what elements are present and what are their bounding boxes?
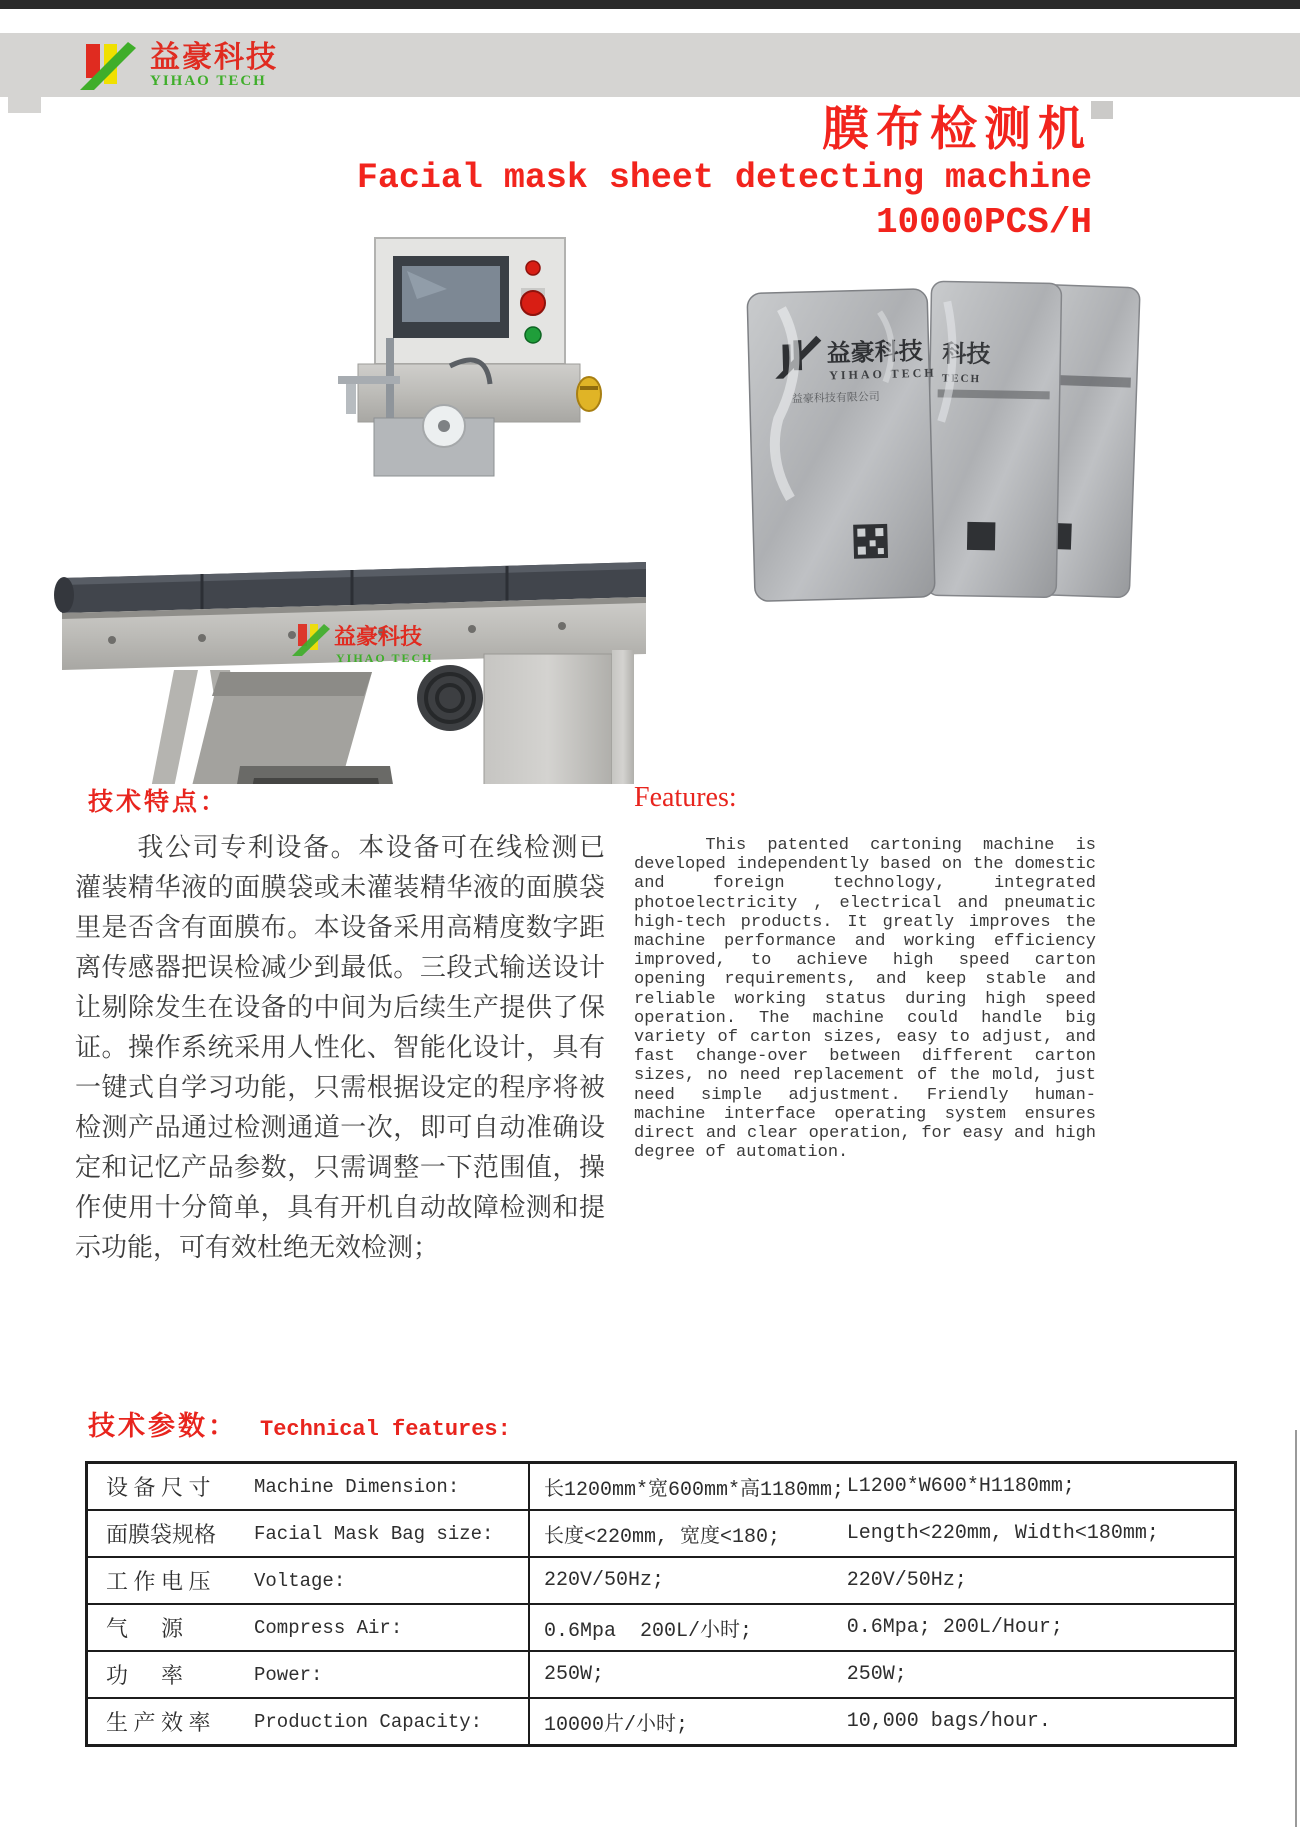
spec-label-en: Facial Mask Bag size: [254, 1522, 494, 1545]
spec-value-cell [528, 1464, 1234, 1509]
features-paragraph-en [634, 836, 1096, 1162]
svg-text:科技: 科技 [942, 340, 991, 369]
spec-value-zh: 220V/50Hz; [544, 1569, 665, 1592]
svg-text:益豪科技: 益豪科技 [334, 624, 423, 649]
spec-value-cell [528, 1558, 1234, 1603]
spec-value-zh: 10000片/小时; [544, 1713, 689, 1737]
features-paragraph-zh [75, 828, 605, 1268]
bag-qr-code [853, 524, 888, 559]
gray-tab-left [8, 97, 41, 113]
specs-heading [88, 1404, 511, 1443]
scan-edge-bar [0, 0, 1300, 9]
svg-text:YIHAO TECH: YIHAO TECH [829, 365, 937, 383]
spec-row [88, 1605, 1234, 1652]
specs-table [85, 1461, 1237, 1747]
spec-label-cell [88, 1699, 528, 1744]
svg-text:益豪科技: 益豪科技 [826, 337, 923, 368]
spec-label-en: Voltage: [254, 1569, 346, 1592]
features-paragraph-en-text: This patented cartoning machine is developed independently based on the domestic and foreign technology, integrated photoelectricity , electrical and pneumatic high-tech products. It greatly improves the machine performance and working efficiency improved, to achieve high speed carton opening requirements, and keep stable and reliable working status during high speed operation. The machine could handle big variety of carton sizes, easy to adjust, and fast change-over between different carton sizes, no need replacement of the mold, just need simple adjustment. Friendly human-machine interface operating system ensures direct and clear operation, for easy and high degree of automation. [634, 836, 1096, 1163]
spec-value-cell [528, 1699, 1234, 1744]
spec-label-zh: 气 源 [106, 1616, 184, 1641]
spec-label-zh: 设 备 尺 寸 [106, 1475, 211, 1500]
spec-label-en: Production Capacity: [254, 1710, 483, 1733]
section-heading-zh: 技术特点： [88, 788, 229, 816]
bags-illustration [733, 272, 1141, 604]
title-block [212, 104, 1092, 246]
spec-value-en: Length<220mm, Width<180mm; [846, 1522, 1159, 1545]
specs-heading-en: Technical features: [260, 1417, 511, 1442]
svg-text:TECH: TECH [941, 372, 982, 386]
spec-value-zh: 0.6Mpa 200L/小时; [544, 1619, 753, 1643]
spec-value-en: L1200*W600*H1180mm; [846, 1475, 1075, 1498]
spec-label-zh: 生 产 效 率 [106, 1710, 211, 1735]
page-title-en: Facial mask sheet detecting machine [356, 158, 1092, 198]
spec-value-en: 250W; [846, 1663, 907, 1686]
mask-bags-photo [733, 272, 1141, 604]
spec-value-en: 10,000 bags/hour. [846, 1710, 1051, 1733]
logo-text-zh: 益豪科技 [150, 40, 278, 74]
spec-label-cell [88, 1652, 528, 1697]
page-title-capacity: 10000PCS/H [875, 202, 1092, 243]
svg-text:益豪科技有限公司: 益豪科技有限公司 [791, 391, 880, 406]
spec-row [88, 1464, 1234, 1511]
spec-value-zh: 长度<220mm, 宽度<180; [544, 1525, 781, 1549]
page-title-zh: 膜布检测机 [822, 104, 1092, 156]
spec-row [88, 1558, 1234, 1605]
spec-label-cell [88, 1511, 528, 1556]
spec-label-cell [88, 1605, 528, 1650]
company-logo [80, 38, 300, 94]
logo-text-en: YIHAO TECH [150, 72, 267, 89]
spec-value-cell [528, 1605, 1234, 1650]
machine-photo [52, 226, 662, 784]
spec-value-zh: 长1200mm*宽600mm*高1180mm; [544, 1478, 845, 1502]
spec-label-en: Compress Air: [254, 1616, 403, 1639]
spec-value-cell [528, 1652, 1234, 1697]
svg-text:YIHAO TECH: YIHAO TECH [336, 651, 434, 665]
spec-value-en: 0.6Mpa; 200L/Hour; [846, 1616, 1063, 1639]
gray-tab-right [1091, 101, 1113, 119]
section-heading-en: Features: [634, 782, 737, 813]
spec-row [88, 1699, 1234, 1744]
spec-row [88, 1511, 1234, 1558]
scan-edge-line [1295, 1430, 1297, 1827]
spec-label-en: Machine Dimension: [254, 1475, 460, 1498]
spec-value-en: 220V/50Hz; [846, 1569, 967, 1592]
spec-row [88, 1652, 1234, 1699]
specs-heading-zh: 技术参数： [88, 1411, 238, 1441]
machine-illustration [52, 226, 662, 784]
spec-label-zh: 工 作 电 压 [106, 1569, 211, 1594]
spec-value-cell [528, 1511, 1234, 1556]
spec-label-zh: 功 率 [106, 1663, 184, 1688]
features-paragraph-zh-text: 我公司专利设备。本设备可在线检测已灌装精华液的面膜袋或未灌装精华液的面膜袋里是否含有面膜布。本设备采用高精度数字距离传感器把误检减少到最低。三段式输送设计让剔除发生在设备的中间为后续生产提供了保证。操作系统采用人性化、智能化设计，具有一键式自学习功能，只需根据设定的程序将被检测产品通过检测通道一次，即可自动准确设定和记忆产品参数，只需调整一下范围值，操作使用十分简单，具有开机自动故障检测和提示功能，可有效杜绝无效检测； [75, 833, 605, 1262]
spec-label-cell [88, 1464, 528, 1509]
spec-value-zh: 250W; [544, 1663, 605, 1686]
spec-label-en: Power: [254, 1663, 323, 1686]
spec-label-cell [88, 1558, 528, 1603]
logo-mark-icon [80, 38, 142, 94]
spec-label-zh: 面膜袋规格 [106, 1522, 217, 1547]
